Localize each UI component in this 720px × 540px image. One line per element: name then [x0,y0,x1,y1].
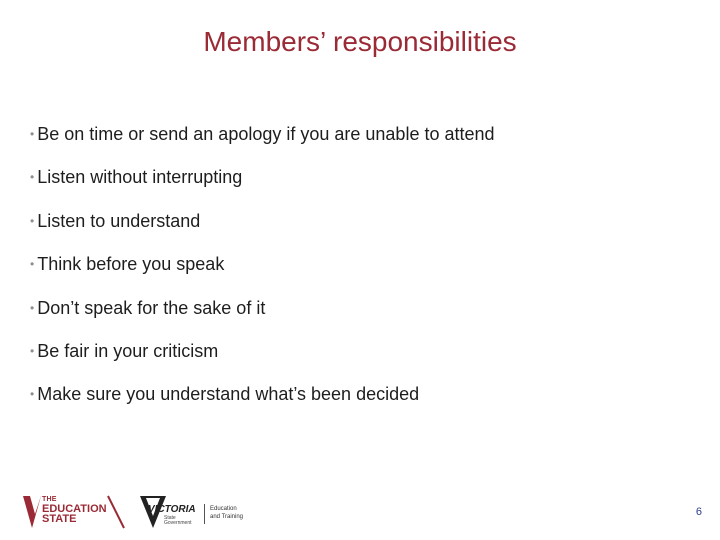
department-name [210,505,243,521]
education-state-wordmark [42,504,107,524]
bullet-item [30,122,495,165]
bullet-item [30,252,495,295]
slide-title: Members’ responsibilities [203,26,517,57]
department-line1: Education [210,506,237,512]
bullet-item [30,382,495,425]
bullet-item [30,296,495,339]
bullet-text: Listen to understand [37,210,201,231]
bullet-icon: • [30,300,35,315]
bullet-icon: • [30,170,35,185]
page-number: 6 [695,506,702,518]
bullet-icon: • [30,127,35,141]
bullet-item [30,209,495,252]
bullet-icon: • [30,343,35,358]
education-state-the: THE [42,496,57,503]
department-line2: and Training [210,514,244,520]
bullet-icon: • [30,257,35,272]
logo-divider [204,504,205,524]
bullet-icon: • [30,213,35,228]
bullet-text: Be on time or send an apology if you are unable to attend [37,124,495,144]
bullet-icon: • [30,387,35,402]
bullet-text: Be fair in your criticism [37,340,219,361]
bullet-text: Listen without interrupting [37,167,243,188]
education-state-line2: STATE [42,513,77,525]
bullet-item [30,339,495,382]
bullet-text: Don’t speak for the sake of it [37,297,266,318]
education-state-line1: EDUCATION [42,503,107,515]
victoria-wordmark: VICTORIA [148,504,196,515]
bullet-item [30,165,495,208]
bullet-text: Think before you speak [37,254,225,275]
bullet-list [30,122,495,426]
bullet-text: Make sure you understand what’s been decided [37,384,420,405]
victoria-subtitle: State Government [164,515,192,526]
